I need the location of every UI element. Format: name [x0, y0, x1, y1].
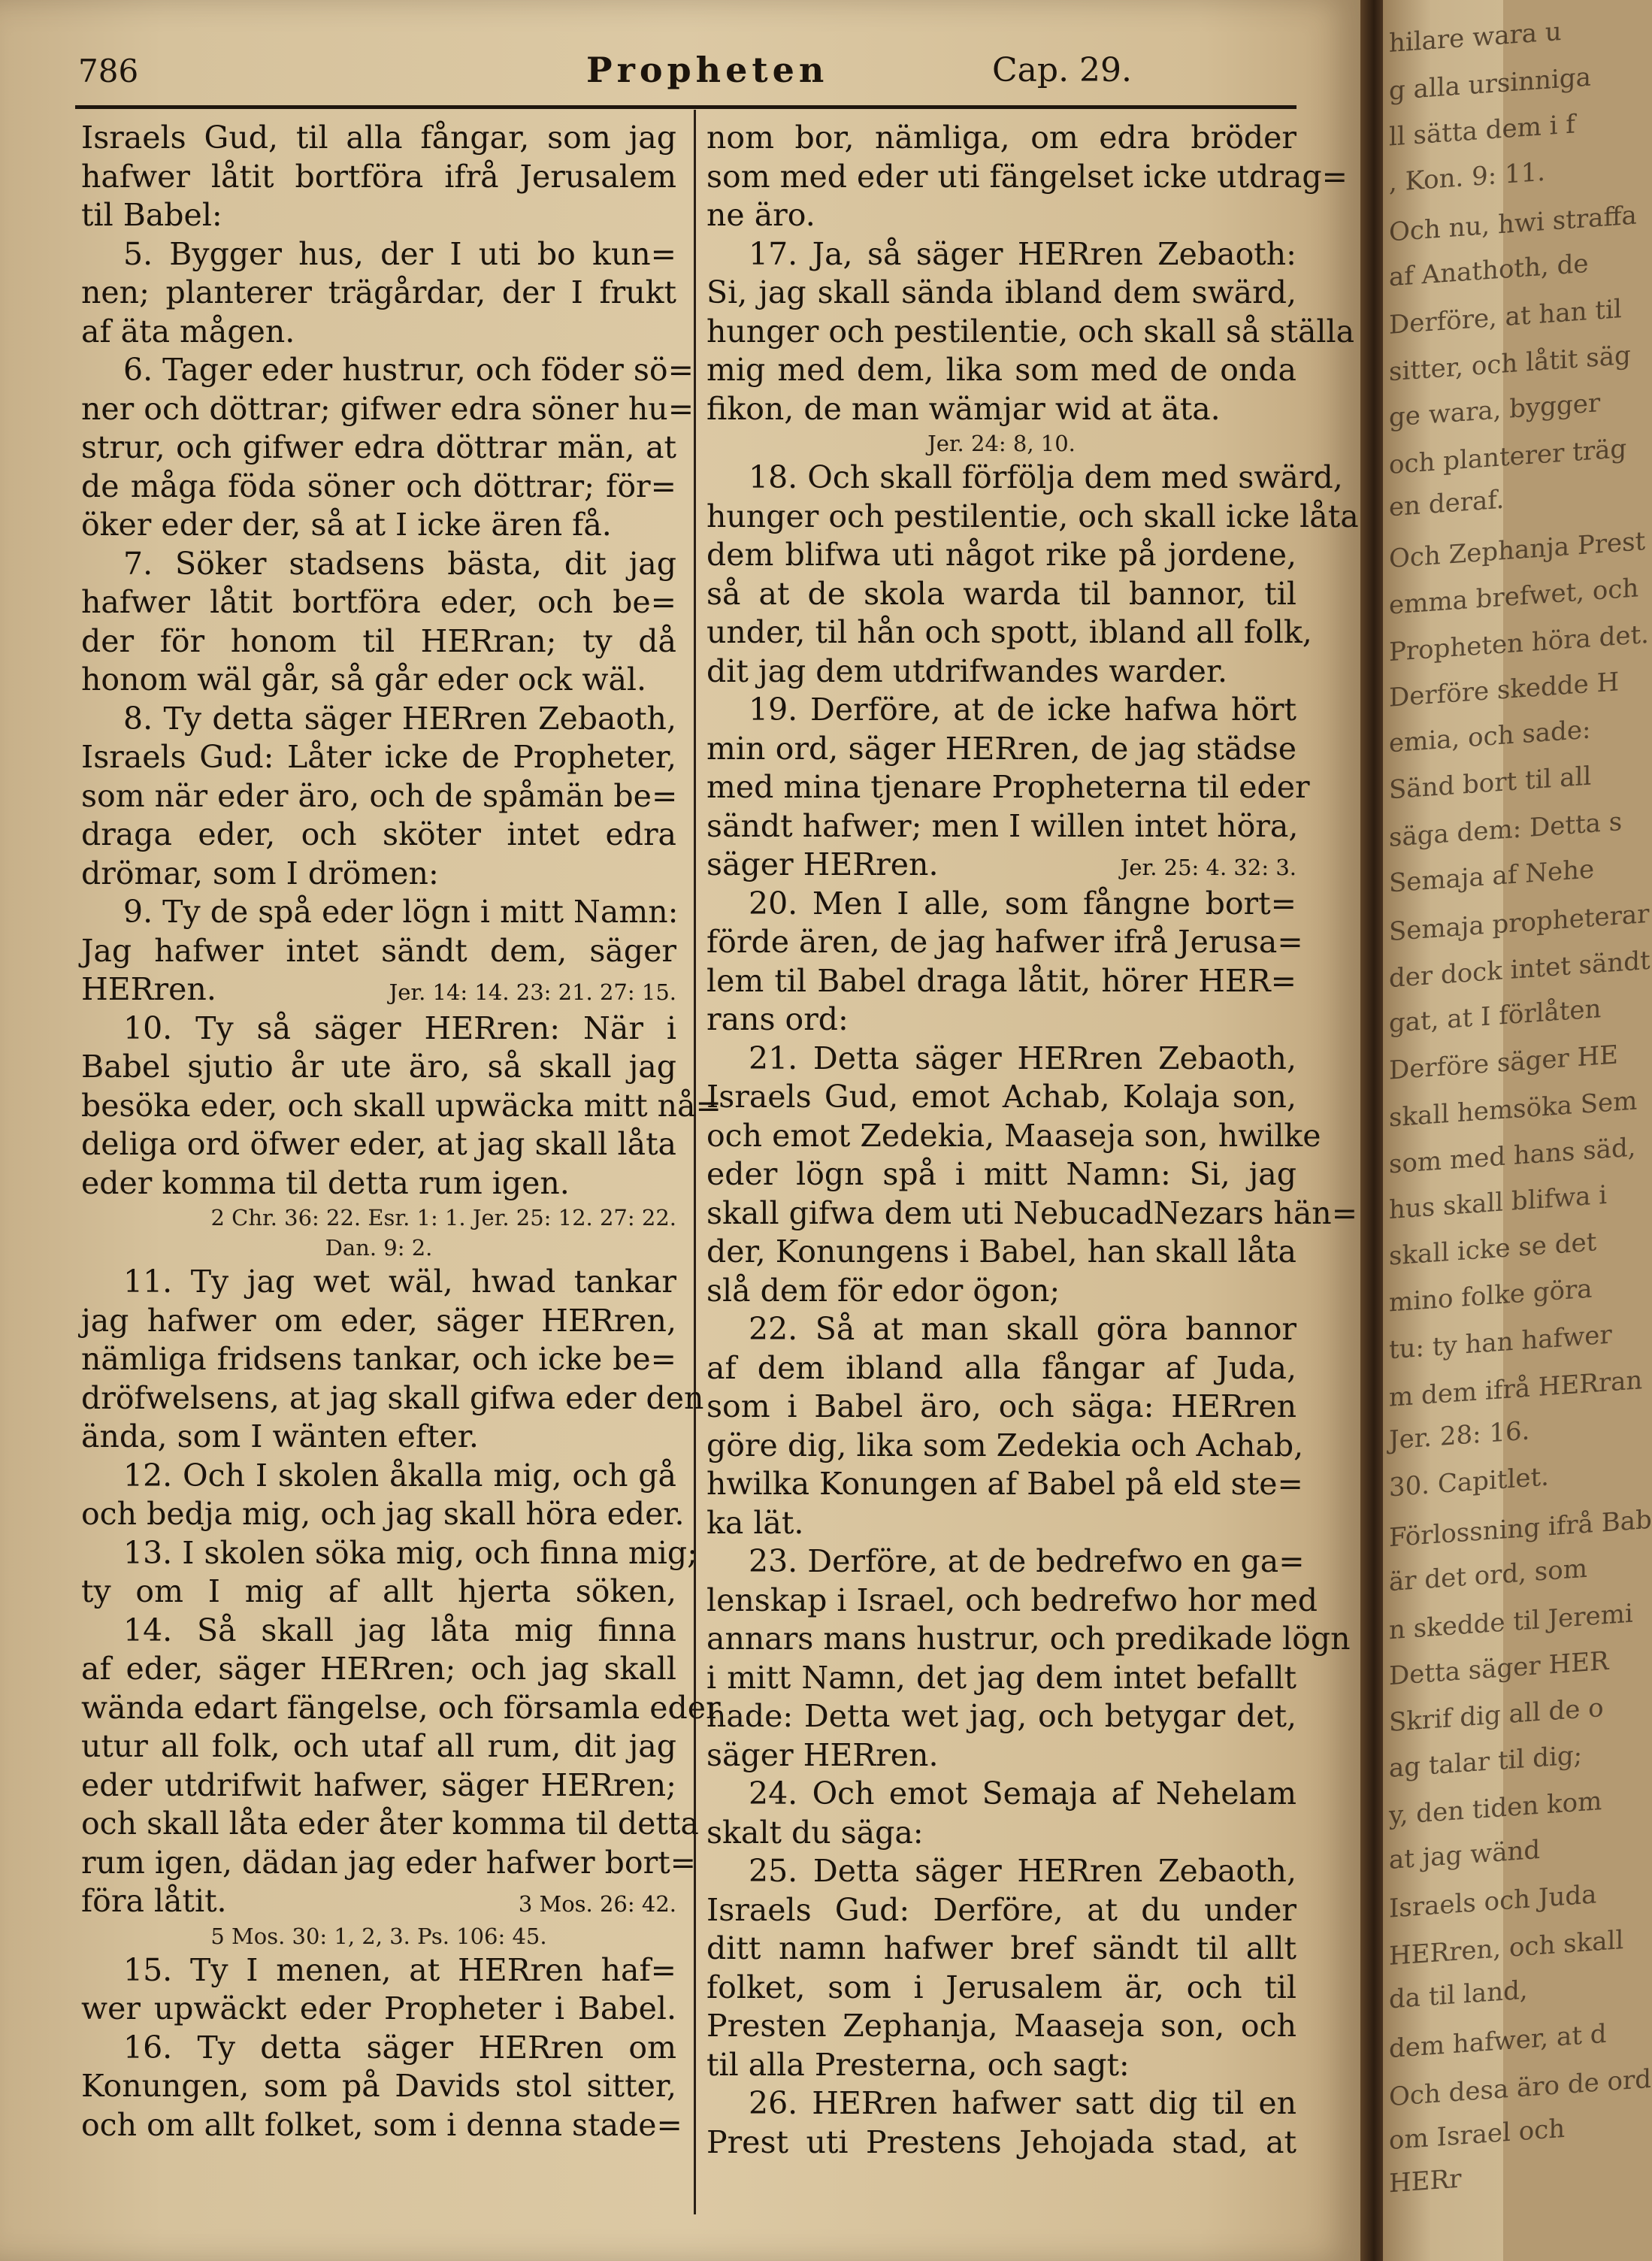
verse-text: som med eder uti fängelset icke utdrag= [706, 158, 1348, 195]
verse-text: Si, jag skall sända ibland dem swärd, [706, 274, 1296, 310]
verse-text: ner och döttrar; gifwer edra söner hu= [81, 390, 694, 427]
verse-line [706, 962, 1296, 1001]
facing-page-line: Derföre skedde H [1389, 667, 1620, 713]
verse-text: 19. Derföre, at de icke hafwa hört [749, 692, 1296, 728]
verse-text: nom bor, nämliga, om edra bröder [706, 120, 1296, 156]
verse-text: ditt namn hafwer bref sändt til allt [706, 1930, 1296, 1966]
facing-page-line: skall icke se det [1389, 1227, 1597, 1272]
verse-line [706, 158, 1348, 197]
verse-text: wer upwäckt eder Propheter i Babel. [81, 1990, 676, 2026]
verse-line [81, 428, 676, 468]
verse-text: Israels Gud, emot Achab, Kolaja son, [706, 1079, 1296, 1115]
facing-page-line: ll sätta dem i f [1389, 109, 1575, 153]
verse-line [81, 1125, 676, 1164]
verse-text: hwilka Konungen af Babel på eld ste= [706, 1466, 1303, 1502]
verse-text: 15. Ty I menen, at HERren haf= [123, 1951, 676, 1988]
verse-text: honom wäl går, så går eder ock wäl. [81, 661, 647, 698]
verse-line [706, 1000, 1296, 1040]
verse-text: 10. Ty så säger HERren: När i [123, 1009, 676, 1046]
verse-text: hafwer låtit bortföra ifrå Jerusalem [81, 158, 676, 195]
verse-line [706, 2046, 1296, 2085]
verse-line [706, 1697, 1296, 1736]
verse-line [706, 1930, 1296, 1969]
verse-text: til Babel: [81, 197, 222, 233]
verse-text: ty om I mig af allt hjerta söken, [81, 1573, 676, 1609]
verse-text: mig med dem, lika som med de onda [706, 352, 1296, 388]
facing-page-line: Semaja propheterar [1389, 898, 1650, 948]
verse-line [81, 1048, 676, 1087]
facing-page-line: som med hans säd, [1389, 1132, 1636, 1180]
verse-line [706, 119, 1296, 158]
verse-line [81, 1572, 676, 1612]
chapter-label: Cap. 29. [992, 51, 1133, 89]
verse-line [706, 1891, 1296, 1930]
verse-line [81, 545, 676, 584]
verse-line [706, 613, 1312, 652]
verse-line [81, 1495, 685, 1534]
facing-page-line: emma brefwet, och [1389, 573, 1639, 621]
facing-page-line: m dem ifrå HERran [1389, 1365, 1643, 1413]
verse-line [706, 1542, 1305, 1581]
verse-line [706, 498, 1359, 537]
verse-line [81, 1087, 722, 1126]
verse-text: af eder, säger HERren; och jag skall [81, 1651, 676, 1687]
verse-text: 25. Detta säger HERren Zebaoth, [749, 1853, 1296, 1889]
verse-text: och emot Zedekia, Maaseja son, hwilke [706, 1117, 1321, 1154]
verse-text: 14. Så skall jag låta mig finna [123, 1612, 676, 1648]
right-text-column [706, 119, 1359, 2162]
verse-line [81, 622, 676, 661]
facing-page-line: Detta säger HER [1389, 1645, 1609, 1692]
verse-line [81, 1689, 721, 1728]
scripture-reference: Jer. 24: 8, 10. [927, 431, 1076, 456]
verse-line [81, 1418, 676, 1457]
facing-page-line: hilare wara u [1389, 16, 1562, 59]
scripture-reference: Jer. 14: 14. 23: 21. 27: 15. [389, 979, 676, 1005]
facing-page-line: Och Zephanja Prest [1389, 526, 1646, 574]
facing-page-line: HERr [1389, 2163, 1462, 2199]
verse-text: 12. Och I skolen åkalla mig, och gå [123, 1457, 676, 1494]
verse-line [706, 351, 1296, 390]
verse-line [81, 1844, 697, 1883]
verse-text: 18. Och skall förfölja dem med swärd, [749, 459, 1343, 495]
verse-text: så at de skola warda til bannor, til [706, 575, 1296, 612]
verse-line [706, 1272, 1296, 1311]
verse-text: som i Babel äro, och säga: HERren [706, 1388, 1296, 1424]
verse-text: annars mans hustrur, och predikade lögn [706, 1621, 1351, 1657]
verse-text: strur, och gifwer edra döttrar män, at [81, 429, 676, 465]
verse-text: skalt du säga: [706, 1814, 924, 1851]
facing-page [1383, 0, 1652, 2261]
facing-page-line: dem hafwer, at d [1389, 2018, 1607, 2065]
verse-line [706, 235, 1296, 274]
verse-line [81, 661, 676, 700]
verse-text: ka lät. [706, 1504, 804, 1541]
verse-line [706, 1465, 1303, 1504]
facing-page-line: mino folke göra [1389, 1273, 1593, 1318]
facing-page-line: är det ord, som [1389, 1553, 1587, 1598]
verse-line [81, 196, 676, 235]
verse-text: nen; planterer trägårdar, der I frukt [81, 274, 676, 310]
scripture-reference: 5 Mos. 30: 1, 2, 3. Ps. 106: 45. [210, 1923, 547, 1949]
facing-page-line: Derföre säger HE [1389, 1040, 1619, 1086]
verse-line [706, 2007, 1296, 2046]
verse-line [81, 583, 676, 622]
facing-page-line: at jag wänd [1389, 1834, 1541, 1876]
facing-page-line: Jer. 28: 16. [1389, 1415, 1530, 1456]
facing-page-line: Derföre, at han til [1389, 294, 1622, 341]
verse-line [706, 1659, 1296, 1698]
verse-text: lem til Babel draga låtit, hörer HER= [706, 962, 1296, 999]
facing-page-line: och planterer träg [1389, 433, 1627, 481]
verse-line [706, 846, 1296, 885]
verse-line [81, 1164, 676, 1203]
verse-text: dit jag dem utdrifwandes warder. [706, 652, 1228, 689]
verse-text: 7. Söker stadsens bästa, dit jag [123, 545, 676, 582]
verse-line [706, 1040, 1296, 1079]
verse-line [706, 1427, 1304, 1466]
verse-line [81, 893, 679, 932]
verse-line [706, 691, 1296, 730]
facing-page-line: Och nu, hwi straffa [1389, 200, 1637, 248]
verse-text: Jag hafwer intet sändt dem, säger [81, 932, 676, 969]
verse-text: förde ären, de jag hafwer ifrå Jerusa= [706, 924, 1303, 960]
verse-text: utur all folk, och utaf all rum, dit jag [81, 1728, 676, 1764]
verse-line [81, 1727, 676, 1766]
verse-line [706, 1969, 1296, 2008]
verse-text: Prest uti Prestens Jehojada stad, at [706, 2123, 1296, 2160]
verse-text: göre dig, lika som Zedekia och Achab, [706, 1427, 1304, 1463]
verse-line [706, 2084, 1296, 2123]
left-text-column [81, 119, 722, 2144]
verse-text: och skall låta eder åter komma til detta [81, 1805, 699, 1842]
verse-line [81, 1990, 676, 2029]
verse-line [81, 738, 676, 777]
verse-line [706, 1117, 1321, 1156]
verse-text: hade: Detta wet jag, och betygar det, [706, 1698, 1296, 1734]
facing-page-line: Och desa äro de ord [1389, 2063, 1652, 2113]
verse-line [81, 235, 676, 274]
verse-text: säger HERren. [706, 1736, 939, 1773]
verse-text: slå dem för edor ögon; [706, 1272, 1060, 1309]
verse-text: af äta mågen. [81, 313, 295, 350]
verse-text: 21. Detta säger HERren Zebaoth, [749, 1040, 1296, 1076]
verse-text: eder utdrifwit hafwer, säger HERren; [81, 1766, 676, 1803]
facing-page-line: tu: ty han hafwer [1389, 1319, 1612, 1366]
facing-page-line: gat, at I förlåten [1389, 994, 1602, 1039]
facing-page-line: Sänd bort til all [1389, 761, 1592, 806]
verse-text: som när eder äro, och de spåmän be= [81, 777, 678, 814]
verse-text: 11. Ty jag wet wäl, hwad tankar [123, 1264, 676, 1300]
verse-line [706, 459, 1343, 498]
verse-line [706, 536, 1296, 575]
verse-line [706, 1233, 1296, 1272]
verse-line [81, 1379, 704, 1418]
verse-line [706, 1349, 1296, 1388]
scripture-reference: 3 Mos. 26: 42. [518, 1891, 676, 1917]
verse-text: fikon, de man wämjar wid at äta. [706, 390, 1221, 427]
verse-text: min ord, säger HERren, de jag städse [706, 730, 1296, 767]
verse-text: draga eder, och sköter intet edra [81, 816, 676, 852]
facing-page-line: , Kon. 9: 11. [1389, 156, 1546, 198]
page-number: 786 [78, 53, 139, 89]
verse-text: 23. Derföre, at de bedrefwo en ga= [749, 1543, 1305, 1579]
verse-text: i mitt Namn, det jag dem intet befallt [706, 1659, 1296, 1696]
verse-text: nämliga fridsens tankar, och icke be= [81, 1341, 676, 1377]
scripture-reference: Jer. 25: 4. 32: 3. [1120, 855, 1296, 880]
verse-line [81, 2067, 676, 2106]
verse-text: Israels Gud: Låter icke de Propheter, [81, 739, 676, 775]
verse-line [81, 158, 676, 197]
verse-text: under, til hån och spott, ibland all folk, [706, 614, 1312, 650]
facing-page-line: skall hemsöka Sem [1389, 1085, 1638, 1134]
verse-line [706, 1504, 1296, 1543]
verse-line [706, 1194, 1358, 1233]
verse-text: Israels Gud: Derföre, at du under [706, 1891, 1296, 1928]
verse-text: 8. Ty detta säger HERren Zebaoth, [123, 700, 676, 737]
verse-line [81, 351, 694, 390]
verse-text: 22. Så at man skall göra bannor [749, 1311, 1296, 1347]
verse-text: dem blifwa uti något rike på jordene, [706, 537, 1296, 573]
facing-page-line: da til land, [1389, 1975, 1528, 2015]
scripture-reference: 2 Chr. 36: 22. Esr. 1: 1. Jer. 25: 12. 27: 22. [210, 1205, 676, 1230]
verse-text: HERren. [81, 971, 216, 1007]
verse-line [81, 390, 694, 429]
verse-line [706, 807, 1299, 846]
facing-page-line: en deraf. [1389, 484, 1505, 523]
scripture-reference: Dan. 9: 2. [325, 1235, 433, 1261]
verse-line [81, 1766, 676, 1805]
verse-line [81, 1457, 676, 1496]
verse-text: Presten Zephanja, Maaseja son, och [706, 2008, 1296, 2044]
verse-line [81, 1650, 676, 1689]
facing-page-line: Skrif dig all de o [1389, 1693, 1604, 1738]
verse-line [81, 970, 676, 1009]
verse-line [81, 468, 676, 507]
verse-text: ända, som I wänten efter. [81, 1418, 479, 1454]
verse-line [706, 1852, 1296, 1891]
facing-page-line: Israels och Juda [1389, 1879, 1597, 1924]
verse-line [81, 855, 676, 894]
verse-text: 16. Ty detta säger HERren om [123, 2029, 676, 2066]
verse-text: 5. Bygger hus, der I uti bo kun= [123, 235, 676, 272]
facing-page-line: ge wara, bygger [1389, 388, 1601, 433]
verse-line [706, 923, 1303, 962]
verse-text: föra låtit. [81, 1883, 227, 1919]
verse-text: Konungen, som på Davids stol sitter, [81, 2068, 676, 2104]
facing-page-line: g alla ursinniga [1389, 62, 1591, 107]
verse-line [81, 700, 676, 739]
verse-text: drömar, som I drömen: [81, 855, 439, 891]
verse-line [706, 1388, 1296, 1427]
verse-text: säger HERren. [706, 846, 939, 882]
verse-text: 6. Tager eder hustrur, och föder sö= [123, 352, 694, 388]
facing-page-line: Propheten höra det. [1389, 619, 1649, 668]
verse-line [706, 652, 1296, 692]
verse-text: eder komma til detta rum igen. [81, 1164, 570, 1201]
verse-text: 26. HERren hafwer satt dig til en [749, 2085, 1296, 2121]
verse-text: hunger och pestilentie, och skall så ställa [706, 313, 1355, 350]
facing-page-line: om Israel och [1389, 2113, 1566, 2157]
verse-line [706, 1775, 1296, 1814]
verse-line [81, 119, 676, 158]
verse-line [81, 932, 676, 971]
verse-line [706, 1814, 1296, 1853]
facing-page-line: säga dem: Detta s [1389, 807, 1623, 853]
verse-line [706, 313, 1355, 352]
verse-line [706, 1310, 1296, 1349]
verse-text: 13. I skolen söka mig, och finna mig; [123, 1534, 697, 1571]
verse-line [81, 1302, 676, 1341]
header-rule [75, 105, 1296, 109]
verse-line [81, 777, 676, 816]
facing-page-line: hus skall blifwa i [1389, 1179, 1608, 1226]
verse-line [706, 1736, 1296, 1775]
verse-text: öker eder der, så at I icke ären få. [81, 507, 612, 543]
verse-text: der för honom til HERran; ty då [81, 622, 676, 659]
verse-line [81, 2106, 682, 2145]
verse-text: skall gifwa dem uti NebucadNezars hän= [706, 1194, 1358, 1231]
verse-text: 24. Och emot Semaja af Nehelam [749, 1775, 1296, 1812]
verse-line [81, 274, 676, 313]
verse-line [81, 1805, 699, 1844]
facing-page-line: Förlossning ifrå Bab [1389, 1504, 1652, 1554]
verse-text: med mina tjenare Propheterna til eder [706, 769, 1310, 805]
verse-line [706, 1620, 1351, 1659]
verse-line [706, 274, 1296, 313]
facing-page-line: Semaja af Nehe [1389, 854, 1595, 899]
book-gutter [1360, 0, 1383, 2261]
verse-line [706, 196, 1296, 235]
verse-line [81, 1009, 676, 1049]
verse-line [81, 1340, 676, 1379]
verse-text: rum igen, dädan jag eder hafwer bort= [81, 1844, 697, 1881]
verse-text: wända edart fängelse, och församla eder [81, 1689, 721, 1726]
verse-text: lenskap i Israel, och bedrefwo hor med [706, 1581, 1318, 1618]
facing-page-line: y, den tiden kom [1389, 1786, 1602, 1831]
verse-text: Babel sjutio år ute äro, så skall jag [81, 1049, 676, 1085]
verse-text: folket, som i Jerusalem är, och til [706, 1969, 1296, 2005]
verse-line [706, 1155, 1296, 1194]
verse-line [706, 730, 1296, 769]
verse-line [706, 575, 1296, 614]
verse-line [706, 885, 1296, 924]
verse-text: hunger och pestilentie, och skall icke låta [706, 498, 1359, 534]
verse-line [81, 1263, 676, 1302]
verse-line [81, 816, 676, 855]
verse-text: besöka eder, och skall upwäcka mitt nå= [81, 1087, 722, 1124]
verse-line [81, 1951, 676, 1990]
verse-text: dröfwelsens, at jag skall gifwa eder den [81, 1379, 704, 1416]
facing-page-line: sitter, och låtit säg [1389, 340, 1631, 388]
facing-page-line: n skedde til Jeremi [1389, 1598, 1633, 1646]
column-divider [694, 110, 696, 2214]
verse-text: til alla Presterna, och sagt: [706, 2046, 1130, 2083]
verse-line [81, 313, 676, 352]
verse-text: och om allt folket, som i denna stade= [81, 2106, 682, 2143]
verse-text: jag hafwer om eder, säger HERren, [81, 1302, 676, 1339]
facing-page-line: ag talar til dig; [1389, 1740, 1583, 1784]
verse-line [81, 1882, 676, 1921]
verse-line [706, 2123, 1296, 2163]
verse-text: Israels Gud, til alla fångar, som jag [81, 120, 676, 156]
facing-page-line: emia, och sade: [1389, 714, 1591, 759]
verse-text: eder lögn spå i mitt Namn: Si, jag [706, 1156, 1296, 1192]
verse-line [81, 2029, 676, 2068]
verse-line [706, 768, 1310, 807]
verse-text: 17. Ja, så säger HERren Zebaoth: [749, 235, 1296, 272]
verse-line [706, 390, 1296, 429]
verse-text: hafwer låtit bortföra eder, och be= [81, 584, 676, 620]
verse-text: af dem ibland alla fångar af Juda, [706, 1349, 1296, 1386]
verse-text: de måga föda söner och döttrar; för= [81, 468, 676, 504]
facing-page-line: der dock intet sändt [1389, 945, 1650, 994]
verse-line [81, 1612, 676, 1651]
verse-text: rans ord: [706, 1001, 849, 1037]
verse-text: 20. Men I alle, som fångne bort= [749, 885, 1296, 922]
verse-line [706, 1581, 1318, 1621]
verse-text: deliga ord öfwer eder, at jag skall låta [81, 1126, 676, 1162]
verse-line [81, 1534, 697, 1573]
running-title: Propheten [586, 50, 829, 90]
verse-text: sändt hafwer; men I willen intet höra, [706, 807, 1299, 844]
verse-text: der, Konungens i Babel, han skall låta [706, 1233, 1296, 1270]
verse-line [706, 1078, 1296, 1117]
facing-page-line: 30. Capitlet. [1389, 1461, 1549, 1503]
facing-page-line: af Anathoth, de [1389, 248, 1589, 293]
verse-text: och bedja mig, och jag skall höra eder. [81, 1496, 685, 1532]
verse-text: ne äro. [706, 197, 815, 233]
verse-line [81, 506, 676, 545]
facing-page-line: HERren, och skall [1389, 1925, 1624, 1972]
verse-text: 9. Ty de spå eder lögn i mitt Namn: [123, 894, 679, 930]
